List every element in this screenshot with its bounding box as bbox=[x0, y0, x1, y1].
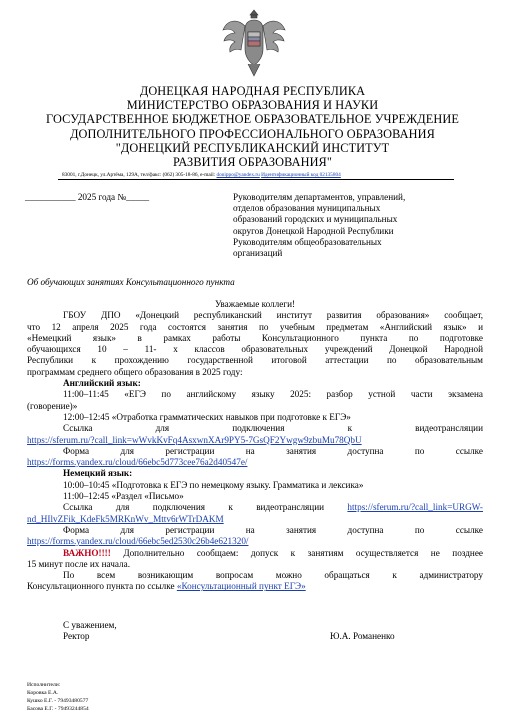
signature-block bbox=[27, 620, 483, 643]
signature-regards: С уважением, bbox=[63, 620, 117, 630]
coat-of-arms-emblem bbox=[218, 4, 290, 80]
english-heading: Английский язык: bbox=[63, 378, 141, 389]
header-line-1: ДОНЕЦКАЯ НАРОДНАЯ РЕСПУБЛИКА bbox=[139, 84, 366, 98]
recipient-line: округов Донецкой Народной Республики bbox=[233, 225, 394, 236]
german-video-row bbox=[27, 502, 483, 513]
contact-prefix: Консультационного пункта по ссылке bbox=[27, 581, 175, 592]
signature-position: Ректор bbox=[63, 631, 90, 642]
english-item-2: 12:00–12:45 «Отработка грамматических навыков при подготовке к ЕГЭ» bbox=[63, 411, 351, 422]
important-text-cont: 15 минут после их начала. bbox=[27, 558, 130, 569]
intro-line: что 12 апреля 2025 года состоятся занятия по учебным предметам «Английский язык» и bbox=[27, 321, 483, 332]
intro-line: ГБОУ ДПО «Донецкий республиканский институт развития образования» сообщает, bbox=[63, 310, 483, 321]
executors-block bbox=[27, 681, 89, 713]
executors-title: Исполнители: bbox=[27, 682, 61, 688]
german-heading: Немецкий язык: bbox=[63, 468, 133, 479]
header-divider bbox=[58, 179, 454, 180]
header-line-6: РАЗВИТИЯ ОБРАЗОВАНИЯ" bbox=[173, 155, 332, 170]
german-form-link[interactable]: https://forms.yandex.ru/cloud/66ebc5ed2530c26b4e621320/ bbox=[27, 536, 249, 547]
english-video-label: Ссылка для подключения к видеотрансляции bbox=[63, 423, 483, 434]
german-form-label: Форма для регистрации на занятия доступна по ссылке bbox=[63, 524, 483, 535]
executor-line: Басова Е.Г. - 79493244854 bbox=[27, 706, 89, 712]
important-notice bbox=[27, 548, 483, 559]
german-item-1: 10:00–10:45 «Подготовка к ЕГЭ по немецкому языку. Грамматика и лексика» bbox=[63, 479, 364, 490]
contact-line: По всем возникающим вопросам можно обращаться к администратору bbox=[63, 570, 483, 581]
letter-body bbox=[27, 299, 483, 593]
header-line-3: ГОСУДАРСТВЕННОЕ БЮДЖЕТНОЕ ОБРАЗОВАТЕЛЬНОЕ УЧРЕЖДЕНИЕ bbox=[46, 112, 459, 127]
header-line-2: МИНИСТЕРСТВО ОБРАЗОВАНИЯ И НАУКИ bbox=[126, 98, 379, 113]
letter-subject: Об обучающих занятиях Консультационного пункта bbox=[27, 277, 235, 287]
german-item-2: 11:00–12:45 «Раздел «Письмо» bbox=[63, 491, 184, 502]
english-item-1-cont: (говорение)» bbox=[27, 400, 78, 411]
important-label: ВАЖНО!!!! bbox=[63, 547, 111, 558]
english-form-label: Форма для регистрации на занятия доступна по ссылке bbox=[63, 445, 483, 456]
recipients-block bbox=[233, 192, 488, 259]
address-line bbox=[62, 172, 462, 178]
intro-line: обучающихся 10 – 11- х классов образовательных учреждений Донецкой Народной bbox=[27, 344, 483, 355]
date-number-line: ___________ 2025 года №_____ bbox=[25, 192, 150, 202]
executor-line: Коровка Е.А. bbox=[27, 690, 59, 696]
recipient-line: Руководителям общеобразовательных bbox=[233, 236, 382, 247]
signature-name: Ю.А. Романенко bbox=[330, 631, 395, 642]
contact-line-2 bbox=[27, 581, 483, 592]
intro-line: программам среднего общего образования в 2025 году: bbox=[27, 366, 243, 377]
recipient-line: Руководителям департаментов, управлений, bbox=[233, 192, 406, 202]
greeting: Уважаемые коллеги! bbox=[214, 299, 296, 309]
intro-line: «Немецкий язык» в рамках работы Консультационного пункта по подготовке bbox=[27, 332, 483, 343]
german-video-link-cont[interactable]: nd_HIlvZFik_KdeFk5MRKnWv_Mttv6rWTrDAKM bbox=[27, 513, 224, 524]
executor-line: Кушко Е.Г. - 79493480577 bbox=[27, 698, 89, 704]
address-text: 83001, г.Донецк, ул.Артёма, 129А, тел/факс: (062) 305-18-86, e-mail: bbox=[62, 172, 216, 178]
contact-link[interactable]: «Консультационный пункт ЕГЭ» bbox=[176, 581, 306, 592]
org-header bbox=[0, 84, 505, 169]
id-code: Идентификационный код 02135804 bbox=[261, 172, 341, 178]
english-form-link[interactable]: https://forms.yandex.ru/cloud/66ebc5d773cee76a2d40547e/ bbox=[27, 457, 248, 468]
english-item-1: 11:00–11:45 «ЕГЭ по английскому языку 2025: разбор устной части экзамена bbox=[63, 389, 483, 400]
intro-line: Республики к прохождению государственной итоговой аттестации по образовательным bbox=[27, 355, 483, 366]
recipient-line: образований городских и муниципальных bbox=[233, 214, 398, 225]
important-text: Дополнительно сообщаем: допуск к занятиям осуществляется не позднее bbox=[123, 547, 484, 558]
email-link[interactable]: donippo@yandex.ru bbox=[216, 172, 260, 178]
german-video-link[interactable]: https://sferum.ru/?call_link=URGW- bbox=[347, 502, 483, 513]
recipient-line: отделов образования муниципальных bbox=[233, 203, 381, 214]
header-line-4: ДОПОЛНИТЕЛЬНОГО ПРОФЕССИОНАЛЬНОГО ОБРАЗОВАНИЯ bbox=[70, 126, 435, 141]
english-video-link[interactable]: https://sferum.ru/?call_link=wWvkKvFq4AsxwnXAr9PY5-7GsQF2Ywgw9zbuMu78QbU bbox=[27, 434, 362, 445]
recipient-line: организаций bbox=[233, 248, 283, 259]
german-video-label: Ссылка для подключения к видеотрансляции bbox=[63, 502, 325, 513]
header-line-5: "ДОНЕЦКИЙ РЕСПУБЛИКАНСКИЙ ИНСТИТУТ bbox=[115, 140, 390, 155]
